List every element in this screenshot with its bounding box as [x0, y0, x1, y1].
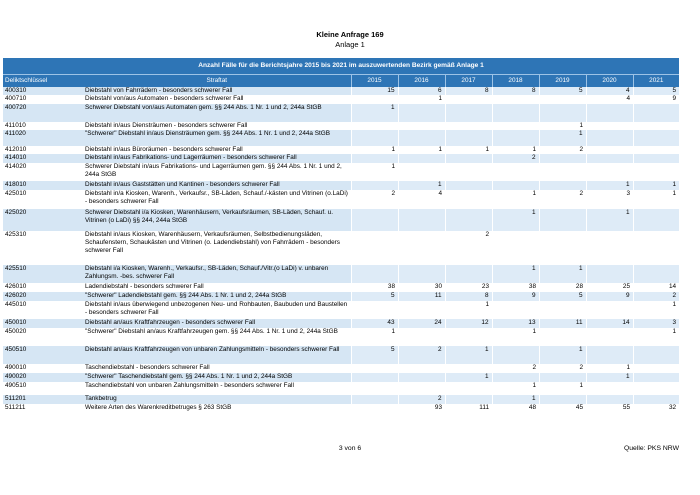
count-2018: [492, 130, 539, 146]
count-2017: 1: [485, 146, 489, 153]
count-2019: [539, 154, 586, 163]
offense-description: Diebstahl in/aus Diensträumen - besonders schwerer Fall: [85, 122, 248, 129]
count-2016: 6: [398, 87, 445, 95]
count-2021: [633, 373, 679, 382]
count-2021: [633, 146, 679, 154]
count-2021: 3: [633, 319, 679, 328]
count-2015: 5: [351, 292, 398, 301]
column-header-2016: 2016: [398, 75, 445, 88]
table-row: [3, 328, 679, 346]
count-2015: [351, 364, 398, 373]
count-2017: [445, 364, 492, 373]
count-2019: [539, 163, 586, 181]
count-2019: 1: [539, 265, 586, 283]
table-row: [3, 87, 679, 95]
count-2021: 1: [672, 301, 677, 308]
offense-description: Diebstahl in/aus Kiosken, Warenhäusern, Verkaufsräumen, Selbstbedienungsläden, Schaufenstern, Schaukästen und Vitrinen (o. Ladendiebstahl) von Fahrrädern - besonders schwerer Fall: [85, 231, 340, 254]
count-2017: [445, 328, 492, 346]
table-row: [3, 404, 679, 413]
count-2015: [351, 395, 398, 404]
offense-code: 425010: [5, 190, 27, 197]
count-2017: 23: [481, 283, 489, 290]
count-2019: 1: [539, 346, 586, 364]
count-2018: 1: [492, 265, 539, 283]
table-row: [3, 364, 679, 373]
offense-code: 445010: [5, 301, 27, 308]
offense-code: 411010: [5, 122, 26, 129]
count-2018: 2: [492, 154, 539, 163]
count-2020: 3: [626, 190, 630, 197]
count-2015: [351, 130, 398, 146]
count-2020: 14: [586, 319, 633, 328]
count-2019: 2: [579, 364, 583, 371]
offense-code: 425310: [5, 231, 27, 238]
count-2019: [539, 373, 586, 382]
offense-code: 450010: [3, 319, 83, 328]
count-2018: [492, 301, 539, 319]
count-2018: [492, 231, 539, 265]
count-2018: [492, 95, 539, 104]
count-2019: [539, 95, 586, 104]
count-2018: 13: [492, 319, 539, 328]
table-row: [3, 130, 679, 146]
count-2016: 4: [438, 190, 442, 197]
count-2018: [492, 346, 539, 364]
column-header-2020: 2020: [586, 75, 633, 88]
count-2020: [586, 346, 633, 364]
offense-description: Diebstahl in/aus überwiegend unbezogenen Neu- und Rohbauten, Baubuden und Baustellen - besonders schwerer Fall: [85, 301, 348, 316]
count-2016: [398, 163, 445, 181]
offense-description: Diebstahl in/a Kiosken, Warenh., Verkaufsr., SB-Läden, Schauf./-kästen und Vitrinen (o.LaDi) - besonders schwerer Fall: [85, 190, 348, 205]
offense-code: 426020: [3, 292, 83, 301]
count-2015: [351, 373, 398, 382]
offense-description: Taschendiebstahl von unbaren Zahlungsmitteln - besonders schwerer Fall: [85, 382, 294, 389]
column-header-2015: 2015: [351, 75, 398, 88]
offense-description: Schwerer Diebstahl i/a Kiosken, Warenhäusern, Verkaufsräumen, SB-Läden, Schauf. u. Vitrinen (o LaDi) §§ 244, 244a StGB: [83, 209, 351, 231]
table-header-row: [3, 75, 679, 88]
count-2016: 1: [438, 95, 442, 102]
count-2017: 2: [485, 231, 489, 238]
count-2016: [398, 104, 445, 122]
count-2020: [586, 163, 633, 181]
count-2016: 2: [398, 346, 445, 364]
column-header-2017: 2017: [445, 75, 492, 88]
count-2017: [445, 382, 492, 395]
count-2015: [351, 382, 398, 395]
count-2015: [351, 181, 398, 190]
count-2020: 25: [622, 283, 630, 290]
table-row: [3, 319, 679, 328]
offense-description: Taschendiebstahl - besonders schwerer Fall: [85, 364, 210, 371]
count-2016: [398, 154, 445, 163]
count-2021: 9: [672, 95, 677, 102]
count-2015: 1: [391, 146, 395, 153]
count-2020: 1: [586, 209, 633, 231]
count-2018: 1: [532, 382, 536, 389]
count-2018: [492, 163, 539, 181]
document-title: Kleine Anfrage 169: [316, 30, 384, 39]
table-row: [3, 95, 679, 104]
table-row: [3, 292, 679, 301]
count-2019: 1: [579, 382, 583, 389]
count-2018: 38: [528, 283, 536, 290]
count-2019: 45: [575, 404, 583, 411]
count-2020: 4: [626, 95, 630, 102]
count-2019: [539, 328, 586, 346]
offense-code: 511201: [3, 395, 83, 404]
offense-description: Diebstahl an/aus Kraftfahrzeugen - besonders schwerer Fall: [83, 319, 351, 328]
count-2021: 1: [633, 181, 679, 190]
offense-code: 411020: [3, 130, 83, 146]
table-row: [3, 231, 679, 265]
count-2020: [586, 122, 633, 130]
count-2015: [351, 265, 398, 283]
source-note: Quelle: PKS NRW: [623, 445, 679, 452]
count-2020: 1: [586, 181, 633, 190]
count-2021: [633, 395, 679, 404]
count-2016: 24: [398, 319, 445, 328]
count-2019: 5: [539, 292, 586, 301]
count-2021: [633, 163, 679, 181]
page-number: 3 von 6: [338, 445, 362, 452]
count-2015: 15: [351, 87, 398, 95]
count-2021: 14: [668, 283, 677, 290]
count-2018: 2: [532, 364, 536, 371]
offense-code: 450510: [3, 346, 83, 364]
count-2021: [633, 130, 679, 146]
count-2018: [492, 181, 539, 190]
count-2015: 1: [391, 328, 395, 335]
table-row: [3, 346, 679, 364]
table-row: [3, 146, 679, 154]
count-2020: [586, 395, 633, 404]
count-2020: [586, 130, 633, 146]
count-2015: [351, 231, 398, 265]
count-2020: [586, 146, 633, 154]
count-2015: 2: [391, 190, 395, 197]
count-2016: 93: [434, 404, 442, 411]
count-2019: 2: [579, 146, 583, 153]
offense-description: "Schwerer" Ladendiebstahl gem. §§ 244 Abs. 1 Nr. 1 und 2, 244a StGB: [83, 292, 351, 301]
count-2021: [633, 382, 679, 395]
offense-description: "Schwerer" Diebstahl in/aus Diensträumen gem. §§ 244 Abs. 1 Nr. 1 und 2, 244a StGB: [83, 130, 351, 146]
offense-code: 400310: [3, 87, 83, 95]
table-row: [3, 382, 679, 395]
count-2017: 12: [445, 319, 492, 328]
count-2015: [351, 154, 398, 163]
count-2015: 1: [351, 104, 398, 122]
offense-description: "Schwerer" Diebstahl an/aus Kraftfahrzeugen gem. §§ 244 Abs. 1 Nr. 1 und 2, 244a StGB: [85, 328, 338, 335]
count-2019: [539, 395, 586, 404]
offense-description: Diebstahl von/aus Automaten - besonders schwerer Fall: [85, 95, 244, 102]
count-2021: 32: [668, 404, 677, 411]
offense-code: 511211: [5, 404, 26, 411]
count-2020: [586, 301, 633, 319]
count-2021: 1: [672, 190, 677, 197]
table-row: [3, 395, 679, 404]
count-2017: [445, 130, 492, 146]
count-2017: [445, 181, 492, 190]
offense-code: 490010: [5, 364, 27, 371]
table-row: [3, 154, 679, 163]
count-2017: [445, 122, 492, 130]
count-2016: [398, 265, 445, 283]
count-2017: [445, 104, 492, 122]
table-row: [3, 163, 679, 181]
table-row: [3, 190, 679, 209]
count-2016: 2: [398, 395, 445, 404]
count-2020: [586, 104, 633, 122]
count-2017: 1: [485, 301, 489, 308]
table-body: [3, 87, 679, 413]
count-2020: [586, 265, 633, 283]
count-2016: [398, 382, 445, 395]
count-2017: 111: [479, 404, 489, 411]
offense-code: 414010: [3, 154, 83, 163]
count-2019: 1: [539, 130, 586, 146]
offense-description: "Schwerer" Taschendiebstahl gem. §§ 244 Abs. 1 Nr. 1 und 2, 244a StGB: [83, 373, 351, 382]
count-2018: 1: [492, 209, 539, 231]
count-2017: [445, 395, 492, 404]
count-2020: [586, 328, 633, 346]
count-2019: [539, 181, 586, 190]
offense-code: 425510: [3, 265, 83, 283]
count-2019: 5: [539, 87, 586, 95]
offense-description: Diebstahl von Fahrrädern - besonders schwerer Fall: [83, 87, 351, 95]
count-2015: 43: [351, 319, 398, 328]
count-2019: [539, 209, 586, 231]
table-row: [3, 209, 679, 231]
count-2016: [398, 209, 445, 231]
offense-description: Weitere Arten des Warenkreditbetruges § 263 StGB: [85, 404, 232, 411]
count-2016: [398, 122, 445, 130]
offense-description: Tankbetrug: [83, 395, 351, 404]
count-2019: [539, 104, 586, 122]
count-2015: 5: [351, 346, 398, 364]
offense-code: 414020: [5, 163, 27, 170]
offense-code: 400720: [3, 104, 83, 122]
count-2019: [539, 301, 586, 319]
count-2016: [398, 364, 445, 373]
offense-code: 412010: [5, 146, 27, 153]
count-2019: [539, 231, 586, 265]
column-header-2018: 2018: [492, 75, 539, 88]
count-2017: 8: [445, 87, 492, 95]
count-2018: [492, 122, 539, 130]
count-2020: [586, 382, 633, 395]
table-row: [3, 265, 679, 283]
offense-code: 418010: [3, 181, 83, 190]
offense-code: 426010: [5, 283, 27, 290]
offense-code: 425020: [3, 209, 83, 231]
count-2015: [351, 209, 398, 231]
offense-description: Diebstahl in/aus Büroräumen - besonders schwerer Fall: [85, 146, 243, 153]
count-2021: [633, 346, 679, 364]
count-2016: [398, 373, 445, 382]
case-statistics-table: [3, 58, 679, 413]
count-2018: [492, 104, 539, 122]
count-2021: 2: [633, 292, 679, 301]
offense-description: Diebstahl an/aus Kraftfahrzeugen von unbaren Zahlungsmitteln - besonders schwerer Fall: [83, 346, 351, 364]
count-2020: [586, 231, 633, 265]
count-2019: 28: [575, 283, 583, 290]
count-2018: 1: [532, 328, 536, 335]
count-2018: [492, 373, 539, 382]
count-2021: [633, 265, 679, 283]
table-row: [3, 373, 679, 382]
count-2020: 1: [586, 373, 633, 382]
count-2021: [633, 231, 679, 265]
offense-description: Diebstahl in/aus Fabrikations- und Lagerräumen - besonders schwerer Fall: [83, 154, 351, 163]
count-2015: 38: [387, 283, 395, 290]
count-2020: [586, 154, 633, 163]
count-2018: 48: [528, 404, 536, 411]
count-2020: 9: [586, 292, 633, 301]
count-2017: 8: [445, 292, 492, 301]
table-row: [3, 181, 679, 190]
count-2017: [445, 209, 492, 231]
count-2017: 1: [445, 373, 492, 382]
offense-code: 400710: [5, 95, 27, 102]
table-row: [3, 104, 679, 122]
count-2017: [445, 265, 492, 283]
count-2019: 11: [539, 319, 586, 328]
offense-description: Diebstahl i/a Kiosken, Warenh., Verkaufsr., SB-Läden, Schauf./Vitr.(o LaDi) v. unbaren Zahlungsm. -bes. schwerer Fall: [83, 265, 351, 283]
count-2016: 1: [398, 181, 445, 190]
count-2018: 1: [492, 395, 539, 404]
count-2015: 1: [391, 163, 395, 170]
count-2021: 5: [633, 87, 679, 95]
count-2021: [633, 209, 679, 231]
count-2016: [398, 231, 445, 265]
count-2016: [398, 328, 445, 346]
count-2015: [351, 404, 398, 413]
offense-code: 450020: [5, 328, 27, 335]
offense-code: 490510: [5, 382, 27, 389]
count-2017: 1: [445, 346, 492, 364]
count-2016: 30: [434, 283, 442, 290]
count-2019: 1: [579, 122, 583, 129]
offense-description: Ladendiebstahl - besonders schwerer Fall: [85, 283, 204, 290]
table-row: [3, 122, 679, 130]
table-row: [3, 301, 679, 319]
count-2020: 4: [586, 87, 633, 95]
count-2018: 9: [492, 292, 539, 301]
count-2021: 1: [672, 328, 677, 335]
column-header-code: Deliktschlüssel: [3, 75, 83, 88]
column-header-2021: 2021: [633, 75, 679, 88]
count-2016: 1: [438, 146, 442, 153]
count-2016: [398, 130, 445, 146]
column-header-2019: 2019: [539, 75, 586, 88]
table-caption: Anzahl Fälle für die Berichtsjahre 2015 bis 2021 im auszuwertenden Bezirk gemäß Anlage 1: [3, 58, 679, 75]
count-2017: [445, 190, 492, 209]
count-2015: [351, 122, 398, 130]
column-header-offense: Straftat: [83, 75, 351, 88]
count-2016: [398, 301, 445, 319]
count-2018: 8: [492, 87, 539, 95]
count-2015: [351, 301, 398, 319]
count-2020: 55: [622, 404, 630, 411]
offense-description: Diebstahl in/aus Gaststätten und Kantinen - besonders schwerer Fall: [83, 181, 351, 190]
count-2017: [445, 163, 492, 181]
count-2018: 1: [532, 146, 536, 153]
count-2021: [633, 154, 679, 163]
count-2017: [445, 154, 492, 163]
offense-description: Schwerer Diebstahl in/aus Fabrikations- und Lagerräumen gem. §§ 244 Abs. 1 Nr. 1 und 2, 244a StGB: [85, 163, 342, 178]
count-2019: 2: [579, 190, 583, 197]
offense-description: Schwerer Diebstahl von/aus Automaten gem. §§ 244 Abs. 1 Nr. 1 und 2, 244a StGB: [83, 104, 351, 122]
count-2015: [351, 95, 398, 104]
count-2016: 11: [398, 292, 445, 301]
count-2018: 1: [532, 190, 536, 197]
document-subtitle: Anlage 1: [335, 40, 365, 49]
count-2021: [633, 122, 679, 130]
count-2021: [633, 364, 679, 373]
offense-code: 490020: [3, 373, 83, 382]
count-2017: [445, 95, 492, 104]
table-row: [3, 283, 679, 292]
count-2021: [633, 104, 679, 122]
count-2020: 1: [626, 364, 630, 371]
